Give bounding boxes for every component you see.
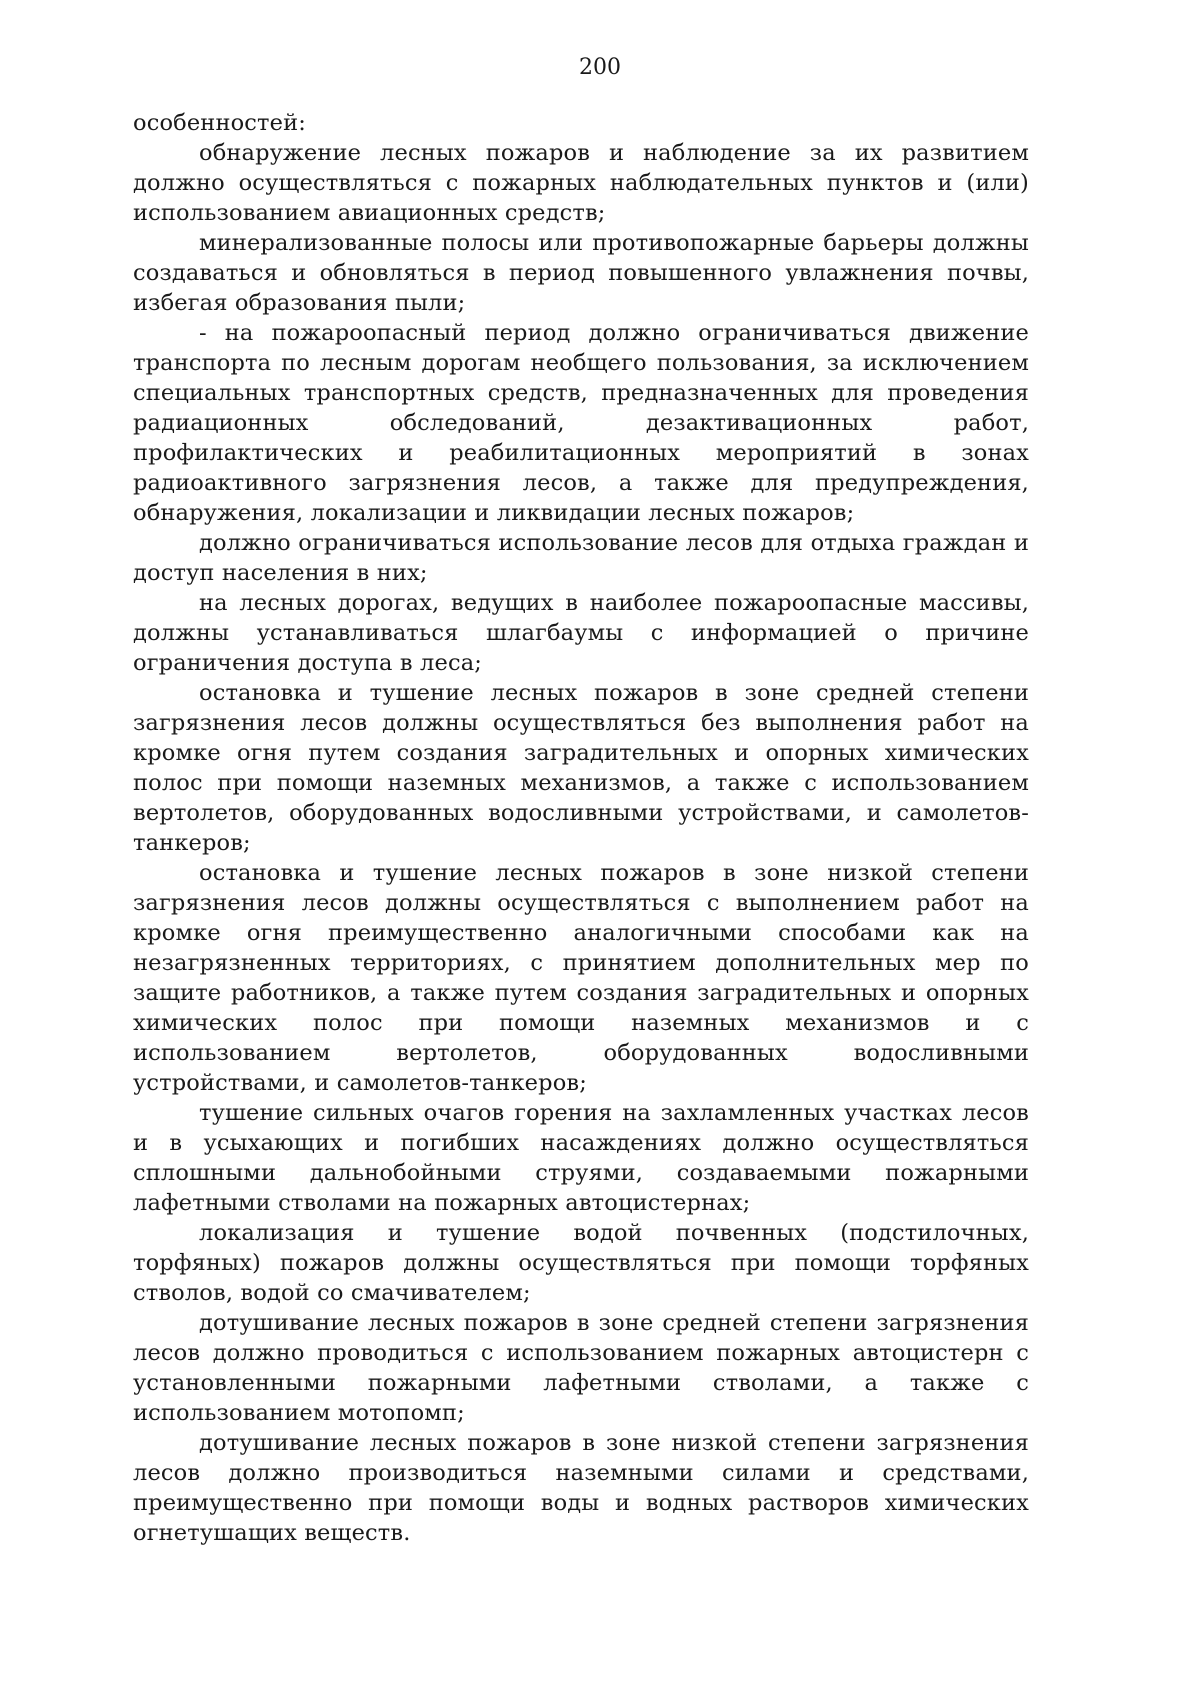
paragraph-low-contamination-suppression: остановка и тушение лесных пожаров в зоне низкой степени загрязнения лесов должны осуществляться с выполнением работ на кромке огня преимущественно аналогичными способами как на незагрязненных территориях, с принятием дополнительных мер по защите работников, а также путем создания заградительных и опорных химических полос при помощи наземных механизмов и с использованием вертолетов, оборудованных водосливными устройствами, и самолетов-танкеров; (133, 860, 1029, 1096)
paragraph-continuation: особенностей: (133, 110, 306, 136)
paragraph-recreation-restriction: должно ограничиваться использование лесов для отдыха граждан и доступ населения в них; (133, 530, 1029, 586)
paragraph-barriers: на лесных дорогах, ведущих в наиболее пожароопасные массивы, должны устанавливаться шлагбаумы с информацией о причине ограничения доступа в леса; (133, 590, 1029, 676)
paragraph-soil-fires: локализация и тушение водой почвенных (подстилочных, торфяных) пожаров должны осуществляться при помощи торфяных стволов, водой со смачивателем; (133, 1220, 1029, 1306)
paragraph-cluttered-areas: тушение сильных очагов горения на захламленных участках лесов и в усыхающих и погибших насаждениях должно осуществляться сплошными дальнобойными струями, создаваемыми пожарными лафетными стволами на пожарных автоцистернах; (133, 1100, 1029, 1216)
paragraph-mineralized-strips: минерализованные полосы или противопожарные барьеры должны создаваться и обновляться в период повышенного увлажнения почвы, избегая образования пыли; (133, 230, 1029, 316)
paragraph-low-mop-up: дотушивание лесных пожаров в зоне низкой степени загрязнения лесов должно производиться наземными силами и средствами, преимущественно при помощи воды и водных растворов химических огнетушащих веществ. (133, 1430, 1029, 1546)
body-text (133, 108, 1029, 1548)
paragraph-fire-detection: обнаружение лесных пожаров и наблюдение за их развитием должно осуществляться с пожарных наблюдательных пунктов и (или) использованием авиационных средств; (133, 140, 1029, 226)
paragraph-transport-restriction: - на пожароопасный период должно ограничиваться движение транспорта по лесным дорогам необщего пользования, за исключением специальных транспортных средств, предназначенных для проведения радиационных обследований, дезактивационных работ, профилактических и реабилитационных мероприятий в зонах радиоактивного загрязнения лесов, а также для предупреждения, обнаружения, локализации и ликвидации лесных пожаров; (133, 320, 1029, 526)
page-number: 200 (579, 55, 621, 80)
paragraph-medium-contamination-suppression: остановка и тушение лесных пожаров в зоне средней степени загрязнения лесов должны осуществляться без выполнения работ на кромке огня путем создания заградительных и опорных химических полос при помощи наземных механизмов, а также с использованием вертолетов, оборудованных водосливными устройствами, и самолетов-танкеров; (133, 680, 1029, 856)
paragraph-medium-mop-up: дотушивание лесных пожаров в зоне средней степени загрязнения лесов должно проводиться с использованием пожарных автоцистерн с установленными пожарными лафетными стволами, а также с использованием мотопомп; (133, 1310, 1029, 1426)
